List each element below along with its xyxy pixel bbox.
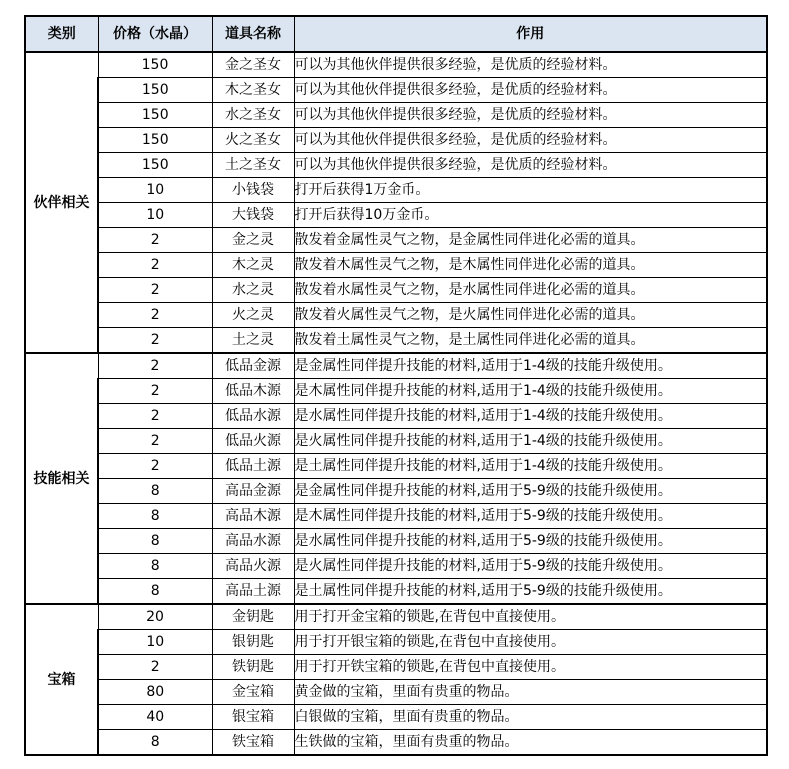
item-name-cell: 高品木源: [212, 504, 294, 529]
effect-cell: 散发着水属性灵气之物，是水属性同伴进化必需的道具。: [294, 278, 767, 303]
table-row: [25, 253, 767, 278]
effect-cell: 是土属性同伴提升技能的材料,适用于1-4级的技能升级使用。: [294, 454, 767, 479]
effect-cell: 散发着金属性灵气之物，是金属性同伴进化必需的道具。: [294, 228, 767, 253]
item-name-cell: 土之圣女: [212, 153, 294, 178]
item-name-cell: 金宝箱: [212, 680, 294, 705]
item-name-cell: 小钱袋: [212, 178, 294, 203]
item-name-cell: 木之灵: [212, 253, 294, 278]
effect-cell: 是木属性同伴提升技能的材料,适用于1-4级的技能升级使用。: [294, 379, 767, 404]
effect-cell: 可以为其他伙伴提供很多经验，是优质的经验材料。: [294, 103, 767, 128]
price-cell: 150: [98, 78, 212, 103]
price-cell: 2: [98, 404, 212, 429]
item-name-cell: 金之灵: [212, 228, 294, 253]
item-name-cell: 铁宝箱: [212, 730, 294, 756]
table-row: [25, 328, 767, 354]
table-row: [25, 153, 767, 178]
table-row: [25, 705, 767, 730]
effect-cell: 可以为其他伙伴提供很多经验，是优质的经验材料。: [294, 52, 767, 78]
table-row: [25, 404, 767, 429]
effect-cell: 散发着土属性灵气之物，是土属性同伴进化必需的道具。: [294, 328, 767, 354]
table-row: [25, 203, 767, 228]
price-cell: 150: [98, 128, 212, 153]
effect-cell: 是金属性同伴提升技能的材料,适用于5-9级的技能升级使用。: [294, 479, 767, 504]
price-cell: 2: [98, 303, 212, 328]
table-row: [25, 78, 767, 103]
table-row: [25, 680, 767, 705]
effect-cell: 白银做的宝箱，里面有贵重的物品。: [294, 705, 767, 730]
item-name-cell: 低品金源: [212, 353, 294, 379]
item-name-cell: 低品土源: [212, 454, 294, 479]
item-name-cell: 高品水源: [212, 529, 294, 554]
effect-cell: 可以为其他伙伴提供很多经验，是优质的经验材料。: [294, 78, 767, 103]
price-cell: 150: [98, 52, 212, 78]
effect-cell: 是木属性同伴提升技能的材料,适用于5-9级的技能升级使用。: [294, 504, 767, 529]
item-name-cell: 低品水源: [212, 404, 294, 429]
item-name-cell: 大钱袋: [212, 203, 294, 228]
item-name-cell: 银宝箱: [212, 705, 294, 730]
item-table: [24, 15, 768, 756]
category-cell: 宝箱: [25, 604, 98, 755]
price-cell: 2: [98, 429, 212, 454]
item-name-cell: 高品火源: [212, 554, 294, 579]
effect-cell: 打开后获得1万金币。: [294, 178, 767, 203]
price-cell: 2: [98, 454, 212, 479]
table-row: [25, 730, 767, 756]
table-row: [25, 303, 767, 328]
table-row: [25, 278, 767, 303]
category-cell: 技能相关: [25, 353, 98, 604]
effect-cell: 散发着火属性灵气之物，是火属性同伴进化必需的道具。: [294, 303, 767, 328]
header-row: [25, 16, 767, 52]
price-cell: 2: [98, 228, 212, 253]
item-name-cell: 金之圣女: [212, 52, 294, 78]
price-cell: 2: [98, 278, 212, 303]
effect-cell: 打开后获得10万金币。: [294, 203, 767, 228]
table-header: [25, 16, 767, 52]
table-row: [25, 52, 767, 78]
item-name-cell: 火之圣女: [212, 128, 294, 153]
item-name-cell: 水之灵: [212, 278, 294, 303]
price-cell: 2: [98, 379, 212, 404]
price-cell: 8: [98, 730, 212, 756]
effect-cell: 黄金做的宝箱，里面有贵重的物品。: [294, 680, 767, 705]
effect-cell: 是火属性同伴提升技能的材料,适用于5-9级的技能升级使用。: [294, 554, 767, 579]
header-price: 价格（水晶）: [98, 16, 212, 52]
table-row: [25, 178, 767, 203]
table-body: [25, 52, 767, 755]
table-row: [25, 579, 767, 605]
table-row: [25, 655, 767, 680]
item-name-cell: 高品土源: [212, 579, 294, 605]
price-cell: 80: [98, 680, 212, 705]
price-cell: 10: [98, 178, 212, 203]
table-row: [25, 504, 767, 529]
item-name-cell: 木之圣女: [212, 78, 294, 103]
item-name-cell: 低品木源: [212, 379, 294, 404]
effect-cell: 是土属性同伴提升技能的材料,适用于5-9级的技能升级使用。: [294, 579, 767, 605]
price-cell: 150: [98, 153, 212, 178]
table-row: [25, 128, 767, 153]
price-cell: 2: [98, 328, 212, 354]
effect-cell: 散发着木属性灵气之物，是木属性同伴进化必需的道具。: [294, 253, 767, 278]
effect-cell: 是金属性同伴提升技能的材料,适用于1-4级的技能升级使用。: [294, 353, 767, 379]
header-effect: 作用: [294, 16, 767, 52]
effect-cell: 是火属性同伴提升技能的材料,适用于1-4级的技能升级使用。: [294, 429, 767, 454]
item-name-cell: 火之灵: [212, 303, 294, 328]
effect-cell: 生铁做的宝箱，里面有贵重的物品。: [294, 730, 767, 756]
table-row: [25, 379, 767, 404]
price-cell: 8: [98, 504, 212, 529]
effect-cell: 用于打开铁宝箱的锁匙,在背包中直接使用。: [294, 655, 767, 680]
item-name-cell: 金钥匙: [212, 604, 294, 630]
effect-cell: 用于打开金宝箱的锁匙,在背包中直接使用。: [294, 604, 767, 630]
effect-cell: 可以为其他伙伴提供很多经验，是优质的经验材料。: [294, 128, 767, 153]
item-name-cell: 土之灵: [212, 328, 294, 354]
table-row: [25, 529, 767, 554]
table-row: [25, 454, 767, 479]
price-cell: 8: [98, 479, 212, 504]
effect-cell: 是水属性同伴提升技能的材料,适用于1-4级的技能升级使用。: [294, 404, 767, 429]
header-item-name: 道具名称: [212, 16, 294, 52]
effect-cell: 可以为其他伙伴提供很多经验，是优质的经验材料。: [294, 153, 767, 178]
table-row: [25, 103, 767, 128]
effect-cell: 是水属性同伴提升技能的材料,适用于5-9级的技能升级使用。: [294, 529, 767, 554]
category-cell: 伙伴相关: [25, 52, 98, 353]
table-row: [25, 429, 767, 454]
item-name-cell: 低品火源: [212, 429, 294, 454]
price-cell: 8: [98, 554, 212, 579]
price-cell: 8: [98, 529, 212, 554]
price-cell: 150: [98, 103, 212, 128]
table-row: [25, 630, 767, 655]
price-cell: 2: [98, 655, 212, 680]
table-row: [25, 554, 767, 579]
price-cell: 8: [98, 579, 212, 605]
price-cell: 20: [98, 604, 212, 630]
table-row: [25, 479, 767, 504]
table-row: [25, 228, 767, 253]
item-name-cell: 银钥匙: [212, 630, 294, 655]
table-row: [25, 604, 767, 630]
header-category: 类别: [25, 16, 98, 52]
effect-cell: 用于打开银宝箱的锁匙,在背包中直接使用。: [294, 630, 767, 655]
item-name-cell: 水之圣女: [212, 103, 294, 128]
item-name-cell: 铁钥匙: [212, 655, 294, 680]
price-cell: 40: [98, 705, 212, 730]
price-cell: 10: [98, 203, 212, 228]
price-cell: 10: [98, 630, 212, 655]
price-cell: 2: [98, 253, 212, 278]
price-cell: 2: [98, 353, 212, 379]
table-row: [25, 353, 767, 379]
item-name-cell: 高品金源: [212, 479, 294, 504]
